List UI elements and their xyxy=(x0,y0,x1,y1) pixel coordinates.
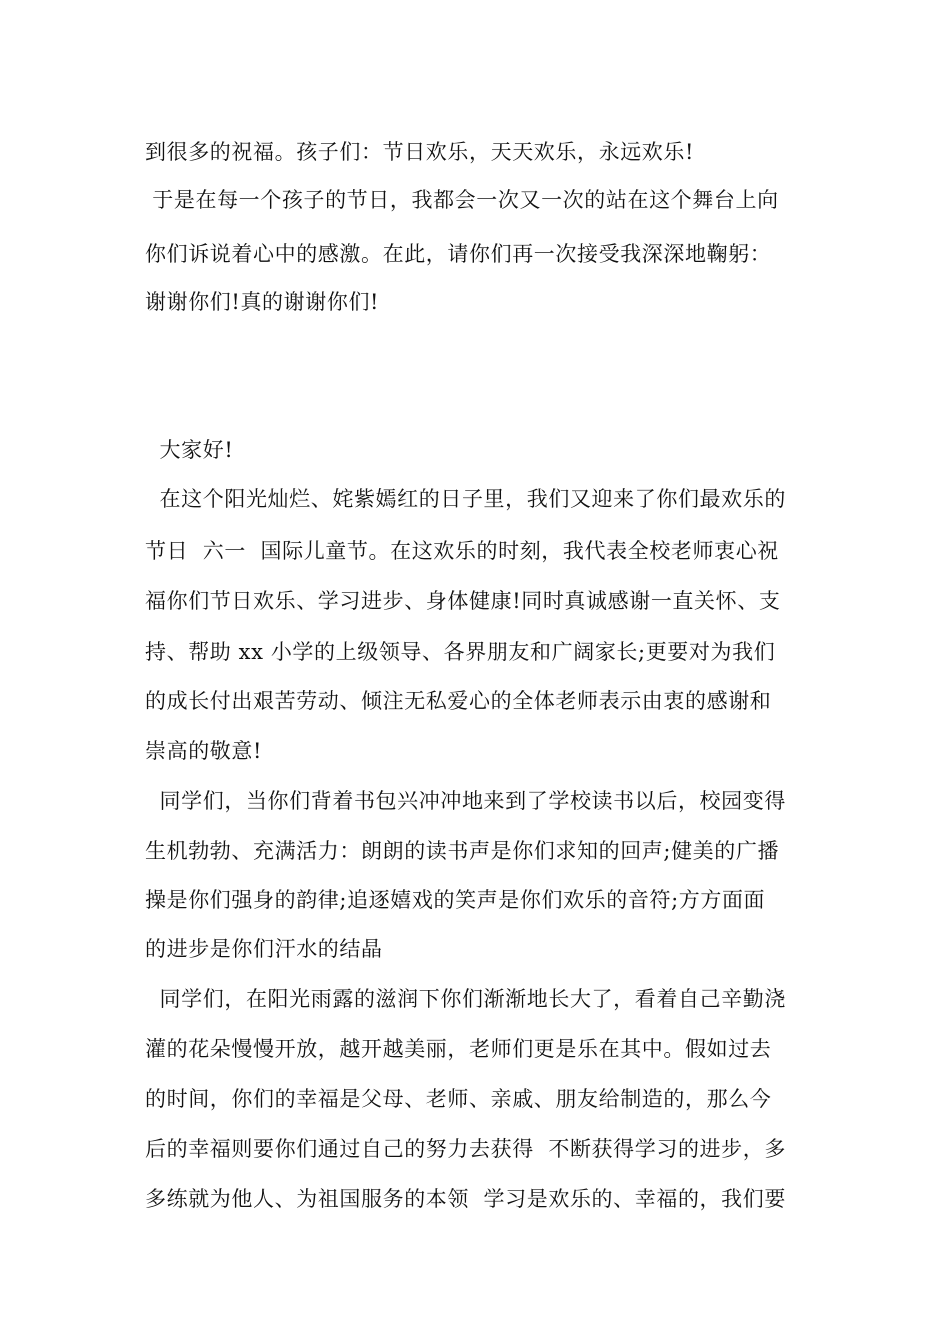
text-line: 多练就为他人、为祖国服务的本领 学习是欢乐的、幸福的，我们要 xyxy=(145,1187,786,1211)
text-line: 在这个阳光灿烂、姹紫嫣红的日子里，我们又迎来了你们最欢乐的 xyxy=(145,487,786,511)
greeting-line: 大家好! xyxy=(145,438,234,462)
text-line: 后的幸福则要你们通过自己的努力去获得 不断获得学习的进步，多 xyxy=(145,1137,786,1161)
text-line: 同学们，在阳光雨露的滋润下你们渐渐地长大了，看着自己辛勤浇 xyxy=(145,987,786,1011)
text-line: 于是在每一个孩子的节日，我都会一次又一次的站在这个舞台上向 xyxy=(145,188,779,212)
text-line: 到很多的祝福。孩子们：节日欢乐，天天欢乐，永远欢乐! xyxy=(145,140,695,164)
text-line: 的进步是你们汗水的结晶 xyxy=(145,937,383,961)
text-line: 操是你们强身的韵律;追逐嬉戏的笑声是你们欢乐的音符;方方面面 xyxy=(145,888,766,912)
text-line: 福你们节日欢乐、学习进步、身体健康!同时真诚感谢一直关怀、支 xyxy=(145,589,781,613)
text-line: 同学们，当你们背着书包兴冲冲地来到了学校读书以后，校园变得 xyxy=(145,789,786,813)
text-line: 的时间，你们的幸福是父母、老师、亲戚、朋友给制造的，那么今 xyxy=(145,1087,772,1111)
text-line: 崇高的敬意! xyxy=(145,739,263,763)
text-line: 持、帮助 xx 小学的上级领导、各界朋友和广阔家长;更要对为我们 xyxy=(145,640,776,664)
text-line: 的成长付出艰苦劳动、倾注无私爱心的全体老师表示由衷的感谢和 xyxy=(145,689,772,713)
text-line: 谢谢你们!真的谢谢你们! xyxy=(145,290,380,314)
text-line: 节日 六一 国际儿童节。在这欢乐的时刻，我代表全校老师衷心祝 xyxy=(145,539,779,563)
text-line: 生机勃勃、充满活力：朗朗的读书声是你们求知的回声;健美的广播 xyxy=(145,839,780,863)
text-line: 灌的花朵慢慢开放，越开越美丽，老师们更是乐在其中。假如过去 xyxy=(145,1037,772,1061)
text-line: 你们诉说着心中的感激。在此，请你们再一次接受我深深地鞠躬： xyxy=(145,242,772,266)
